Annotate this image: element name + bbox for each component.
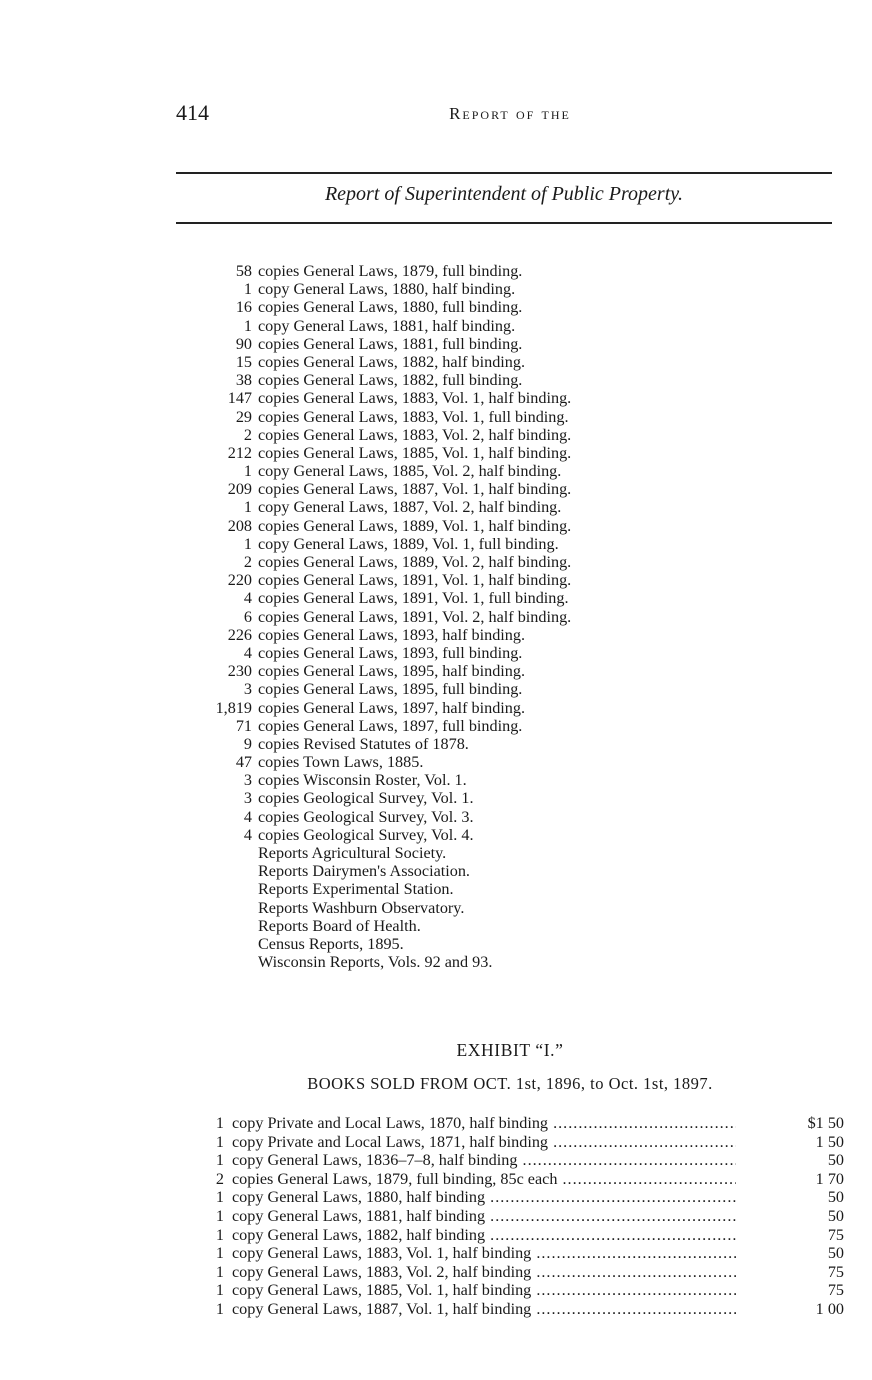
sold-count: 1 (215, 1299, 224, 1318)
inventory-item (196, 935, 796, 953)
inventory-count: 1 (243, 534, 252, 553)
inventory-text: copies General Laws, 1883, Vol. 1, full binding. (258, 407, 569, 426)
inventory-text: copies Wisconsin Roster, Vol. 1. (258, 771, 467, 790)
bottom-rule (176, 222, 832, 224)
inventory-text: Reports Dairymen's Association. (258, 862, 470, 881)
inventory-item (196, 498, 796, 516)
inventory-count: 2 (243, 425, 252, 444)
inventory-text: copies General Laws, 1883, Vol. 1, half binding. (258, 389, 572, 408)
inventory-count: 226 (227, 625, 252, 644)
sold-row (208, 1263, 844, 1282)
sold-description: copy General Laws, 1882, half binding ..... (232, 1226, 736, 1245)
inventory-text: copies General Laws, 1897, full binding. (258, 716, 523, 735)
sold-description: copy General Laws, 1885, Vol. 1, half binding ..... (232, 1281, 736, 1300)
inventory-item (196, 317, 796, 335)
inventory-text: copies General Laws, 1879, full binding. (258, 262, 523, 280)
inventory-count: 1 (243, 462, 252, 481)
inventory-text: copies General Laws, 1887, Vol. 1, half binding. (258, 480, 572, 499)
inventory-item (196, 680, 796, 698)
inventory-text: copies General Laws, 1891, Vol. 1, full binding. (258, 589, 569, 608)
sold-row (208, 1151, 844, 1170)
inventory-item (196, 699, 796, 717)
inventory-count: 209 (227, 480, 252, 499)
sold-price: $1 50 (807, 1114, 844, 1132)
inventory-text: copies General Laws, 1893, half binding. (258, 625, 526, 644)
inventory-text: copy General Laws, 1885, Vol. 2, half binding. (258, 462, 562, 481)
inventory-count: 208 (227, 516, 252, 535)
exhibit-title: EXHIBIT “I.” (456, 1040, 564, 1060)
sold-description: copy General Laws, 1836–7–8, half binding ..... (232, 1151, 736, 1170)
inventory-count (196, 880, 258, 898)
section-title: Report of Superintendent of Public Property. (324, 183, 684, 205)
inventory-item (196, 280, 796, 298)
inventory-count: 3 (243, 789, 252, 808)
sold-price: 50 (827, 1206, 844, 1225)
inventory-count: 29 (235, 407, 252, 426)
inventory-text: copies Geological Survey, Vol. 4. (258, 825, 474, 844)
sold-count: 1 (215, 1281, 224, 1300)
inventory-item (196, 953, 796, 971)
inventory-text: copy General Laws, 1889, Vol. 1, full binding. (258, 534, 559, 553)
inventory-count: 38 (235, 371, 252, 390)
sold-row (208, 1244, 844, 1263)
sold-price: 50 (827, 1151, 844, 1170)
inventory-text: copies General Laws, 1893, full binding. (258, 643, 523, 662)
inventory-count: 58 (235, 262, 252, 280)
inventory-count: 1 (243, 316, 252, 335)
inventory-text: copies General Laws, 1885, Vol. 1, half binding. (258, 443, 572, 462)
inventory-text: copies General Laws, 1889, Vol. 1, half binding. (258, 516, 572, 535)
inventory-count: 2 (243, 553, 252, 571)
inventory-item (196, 626, 796, 644)
sold-row (208, 1207, 844, 1226)
inventory-item (196, 662, 796, 680)
inventory-text: copies General Laws, 1883, Vol. 2, half binding. (258, 425, 572, 444)
exhibit-subtitle: BOOKS SOLD FROM OCT. 1st, 1896, to Oct. 1st, 1897. (307, 1074, 713, 1093)
inventory-item (196, 844, 796, 862)
inventory-item (196, 262, 796, 280)
inventory-item (196, 480, 796, 498)
inventory-item (196, 444, 796, 462)
sold-description: copy General Laws, 1887, Vol. 1, half binding ..... (232, 1300, 736, 1319)
inventory-count: 4 (243, 807, 252, 826)
inventory-count: 1 (243, 498, 252, 517)
inventory-item (196, 808, 796, 826)
sold-price: 1 00 (815, 1299, 844, 1318)
inventory-item (196, 353, 796, 371)
inventory-text: copies General Laws, 1891, Vol. 1, half binding. (258, 571, 572, 590)
inventory-text: copies Revised Statutes of 1878. (258, 734, 469, 753)
sold-description: copy Private and Local Laws, 1870, half binding ..... (232, 1114, 736, 1133)
sold-description: copy General Laws, 1880, half binding ..... (232, 1188, 736, 1207)
inventory-count: 47 (235, 753, 252, 772)
sold-row (208, 1114, 844, 1133)
inventory-item (196, 608, 796, 626)
sold-row (208, 1170, 844, 1189)
sold-row (208, 1188, 844, 1207)
sold-row (208, 1226, 844, 1245)
books-sold-table (208, 1114, 844, 1319)
inventory-text: copies Geological Survey, Vol. 3. (258, 807, 474, 826)
inventory-text: copies General Laws, 1881, full binding. (258, 334, 523, 353)
sold-description: copy General Laws, 1883, Vol. 2, half binding ..... (232, 1263, 736, 1282)
sold-price: 1 50 (815, 1132, 844, 1151)
sold-description: copies General Laws, 1879, full binding, 85c each ..... (232, 1170, 736, 1189)
inventory-count: 1 (243, 280, 252, 299)
inventory-count: 230 (227, 662, 252, 681)
sold-row (208, 1133, 844, 1152)
inventory-count: 4 (243, 825, 252, 844)
inventory-count: 212 (227, 443, 252, 462)
inventory-item (196, 553, 796, 571)
sold-price: 1 70 (815, 1169, 844, 1188)
inventory-text: copies General Laws, 1882, full binding. (258, 371, 523, 390)
inventory-count: 147 (227, 389, 252, 408)
inventory-text: Reports Agricultural Society. (258, 844, 447, 862)
inventory-count: 220 (227, 571, 252, 590)
inventory-count (196, 935, 258, 953)
inventory-item (196, 717, 796, 735)
sold-price: 75 (827, 1262, 844, 1281)
inventory-text: Census Reports, 1895. (258, 934, 404, 953)
inventory-text: Reports Board of Health. (258, 916, 421, 935)
inventory-text: copy General Laws, 1887, Vol. 2, half binding. (258, 498, 562, 517)
inventory-count (196, 862, 258, 880)
inventory-count: 6 (243, 607, 252, 626)
running-head: Report of the (449, 104, 571, 123)
inventory-item (196, 589, 796, 607)
inventory-item (196, 644, 796, 662)
inventory-text: copies General Laws, 1895, full binding. (258, 680, 523, 699)
inventory-item (196, 298, 796, 316)
page-number: 414 (176, 100, 209, 125)
inventory-count (196, 844, 258, 862)
inventory-count: 9 (243, 734, 252, 753)
inventory-count: 4 (243, 643, 252, 662)
sold-count: 1 (215, 1225, 224, 1244)
sold-price: 75 (827, 1281, 844, 1300)
inventory-text: copies General Laws, 1895, half binding. (258, 662, 526, 681)
sold-count: 1 (215, 1151, 224, 1170)
sold-description: copy Private and Local Laws, 1871, half binding ..... (232, 1133, 736, 1152)
inventory-item (196, 753, 796, 771)
inventory-text: copies General Laws, 1880, full binding. (258, 298, 523, 317)
inventory-item (196, 371, 796, 389)
inventory-count: 1,819 (215, 698, 252, 717)
sold-description: copy General Laws, 1883, Vol. 1, half binding ..... (232, 1244, 736, 1263)
inventory-item (196, 462, 796, 480)
inventory-text: copies General Laws, 1891, Vol. 2, half binding. (258, 607, 572, 626)
sold-price: 50 (827, 1188, 844, 1207)
inventory-item (196, 899, 796, 917)
inventory-item (196, 389, 796, 407)
inventory-count: 3 (243, 771, 252, 790)
inventory-item (196, 535, 796, 553)
inventory-item (196, 917, 796, 935)
sold-count: 1 (215, 1188, 224, 1207)
inventory-text: copies Town Laws, 1885. (258, 753, 424, 772)
inventory-text: Reports Experimental Station. (258, 880, 454, 899)
inventory-item (196, 735, 796, 753)
inventory-count: 16 (235, 298, 252, 317)
inventory-count (196, 899, 258, 917)
inventory-list (196, 262, 796, 971)
sold-count: 1 (215, 1244, 224, 1263)
inventory-text: Wisconsin Reports, Vols. 92 and 93. (258, 953, 493, 972)
sold-count: 1 (215, 1114, 224, 1132)
inventory-count: 3 (243, 680, 252, 699)
inventory-item (196, 426, 796, 444)
inventory-item (196, 862, 796, 880)
inventory-item (196, 571, 796, 589)
inventory-item (196, 517, 796, 535)
sold-description: copy General Laws, 1881, half binding ..... (232, 1207, 736, 1226)
inventory-item (196, 880, 796, 898)
sold-count: 1 (215, 1262, 224, 1281)
inventory-text: copies General Laws, 1889, Vol. 2, half binding. (258, 553, 572, 571)
inventory-text: copy General Laws, 1880, half binding. (258, 280, 516, 299)
inventory-text: copy General Laws, 1881, half binding. (258, 316, 516, 335)
inventory-text: copies General Laws, 1882, half binding. (258, 352, 526, 371)
inventory-item (196, 408, 796, 426)
inventory-count: 90 (235, 334, 252, 353)
inventory-text: copies Geological Survey, Vol. 1. (258, 789, 474, 808)
inventory-item (196, 335, 796, 353)
sold-count: 1 (215, 1206, 224, 1225)
inventory-item (196, 771, 796, 789)
inventory-count: 71 (235, 716, 252, 735)
inventory-count: 15 (235, 352, 252, 371)
inventory-item (196, 826, 796, 844)
inventory-count (196, 953, 258, 971)
sold-price: 50 (827, 1244, 844, 1263)
inventory-count (196, 917, 258, 935)
inventory-text: Reports Washburn Observatory. (258, 898, 465, 917)
sold-count: 1 (215, 1132, 224, 1151)
inventory-count: 4 (243, 589, 252, 608)
sold-count: 2 (215, 1169, 224, 1188)
sold-price: 75 (827, 1225, 844, 1244)
top-rule (176, 172, 832, 174)
inventory-text: copies General Laws, 1897, half binding. (258, 698, 526, 717)
sold-row (208, 1281, 844, 1300)
inventory-item (196, 789, 796, 807)
sold-row (208, 1300, 844, 1319)
